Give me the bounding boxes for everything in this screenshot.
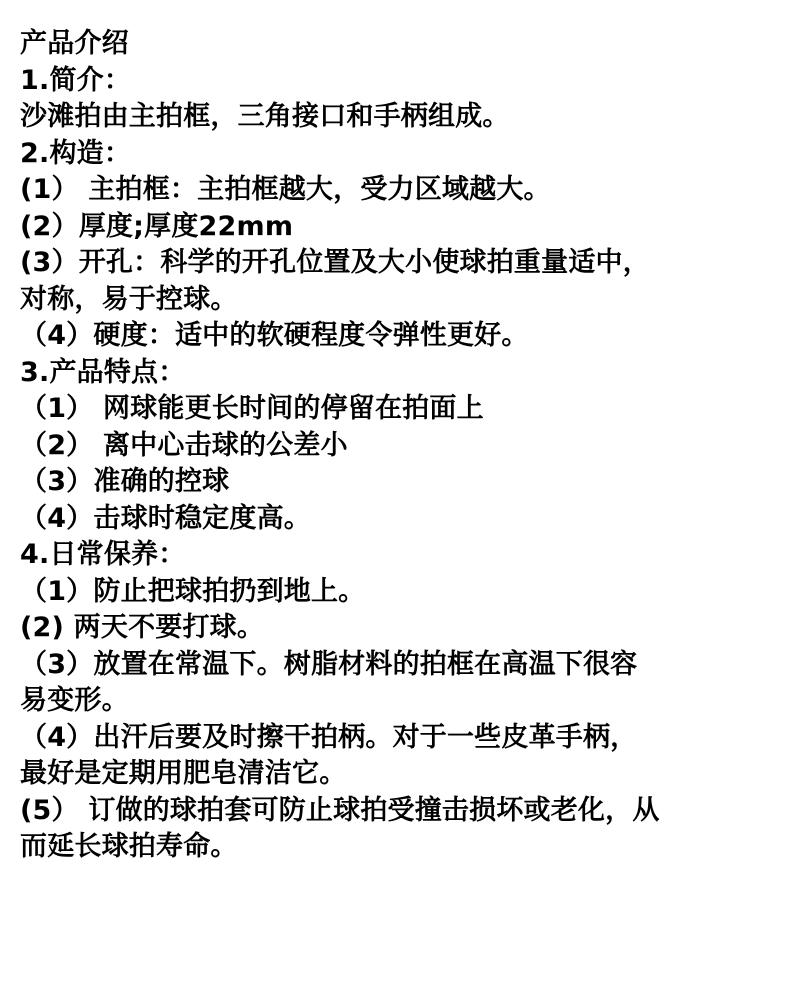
features-line: （2） 离中心击球的公差小 (20, 429, 348, 461)
structure-line: (1） 主拍框：主拍框越大，受力区域越大。 (20, 174, 551, 205)
features-heading: 3.产品特点： (20, 356, 186, 388)
features-line: （1） 网球能更长时间的停留在拍面上 (20, 393, 484, 424)
structure-line: (3）开孔：科学的开孔位置及大小使球拍重量适中， (20, 247, 650, 278)
intro-text: 沙滩拍由主拍框，三角接口和手柄组成。 (20, 101, 510, 132)
maintenance-line: 而延长球拍寿命。 (20, 831, 238, 862)
maintenance-line: 易变形。 (20, 685, 129, 716)
structure-line: （4）硬度：适中的软硬程度令弹性更好。 (20, 320, 529, 351)
maintenance-line: (5） 订做的球拍套可防止球拍受撞击损坏或老化，从 (20, 794, 660, 826)
product-description (20, 26, 780, 866)
page-title: 产品介绍 (20, 28, 129, 59)
maintenance-heading: 4.日常保养： (20, 539, 186, 570)
structure-line: (2）厚度;厚度22mm (20, 210, 294, 242)
maintenance-line: （3）放置在常温下。树脂材料的拍框在高温下很容 (20, 648, 638, 680)
intro-heading: 1.简介： (20, 64, 132, 96)
features-line: （3）准确的控球 (20, 466, 230, 497)
structure-line: 对称，易于控球。 (20, 283, 238, 315)
maintenance-line: 最好是定期用肥皂清洁它。 (20, 758, 347, 789)
maintenance-line: (2) 两天不要打球。 (20, 612, 265, 643)
features-line: （4）击球时稳定度高。 (20, 502, 311, 534)
structure-heading: 2.构造： (20, 137, 132, 169)
maintenance-line: （4）出汗后要及时擦干拍柄。对于一些皮革手柄， (20, 721, 638, 753)
maintenance-line: （1）防止把球拍扔到地上。 (20, 575, 366, 607)
